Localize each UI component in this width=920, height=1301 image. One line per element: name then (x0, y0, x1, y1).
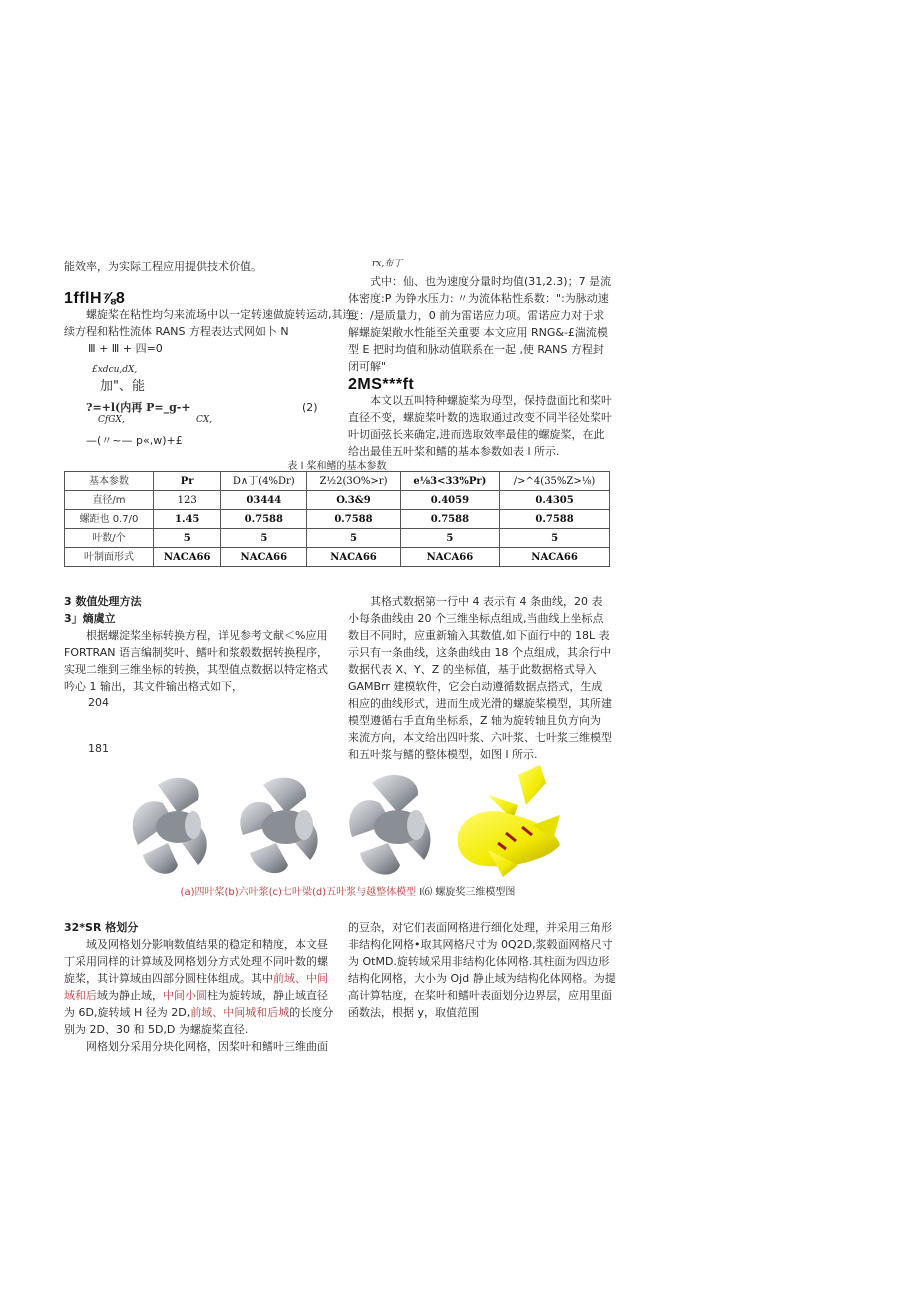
table-cell: 5 (500, 529, 610, 548)
right-top-small: rx,布丁 (372, 259, 403, 269)
six-blade-propeller (240, 778, 317, 874)
table-cell: 5 (307, 529, 400, 548)
section-1-paragraph: 螺旋桨在粘性均匀来流场中以一定转速做旋转运动,其连续方程和粘性流体 RANS 方程表达式网如卜 N (64, 308, 354, 338)
figure-caption-tail: I⑹ 螺旋奖三维模型图 (419, 887, 516, 898)
table-cell: NACA66 (307, 548, 400, 567)
propeller-models-image (118, 765, 578, 883)
table-cell: 1.45 (154, 510, 221, 529)
section-2-body (348, 392, 612, 460)
right-middle-paragraph: 其格式数据第一行中 4 表示有 4 条曲线，20 表小每条曲线由 20 个三维坐标点组成,当曲线上坐标点数目不同时，应重新输入其数值,如下面行中的 18L 表示只有一条曲线，这条曲线由 18 个点组成，其余行中数据代表 X、Y、Z 的坐标值，基于此数据格式导入 GAMBrr 建模软件，它会白动遵循数据点搭式，生成相应的曲线形式，进而生成光滑的螺旋桨模型，其所建模型遵循右手直角坐标系，Z 轴为旋转轴且负方向为来流方向，本文给出四叶浆、六叶浆、七叶浆三维模型和五叶浆与鳍的整体模型，如图 l 所示. (348, 595, 612, 761)
table-cell: 5 (154, 529, 221, 548)
table-header-cell: Pr (154, 472, 221, 491)
table-cell: 123 (154, 491, 221, 510)
section-3-body (64, 627, 336, 695)
equation-number-2: (2) (302, 401, 318, 414)
table-cell: O.3&9 (307, 491, 400, 510)
table-cell: 0.4059 (400, 491, 499, 510)
table-cell: NACA66 (400, 548, 499, 567)
equation-4: —(〃~— p«,w)+£ (86, 434, 183, 447)
table-header-cell: 基本参数 (65, 472, 154, 491)
section-1-body (64, 306, 354, 340)
equation-3: ?=+l(内再 P=_g-+ (86, 401, 191, 414)
section-3-heading: 3 数值处理方法 (64, 595, 142, 608)
table-header-cell: D∧丁(4%Dr) (221, 472, 307, 491)
table-row (65, 491, 610, 510)
table-cell: 0.4305 (500, 491, 610, 510)
table-row (65, 510, 610, 529)
table-cell: 0.7588 (400, 510, 499, 529)
equation-small-1: £xdcu,dX, (92, 365, 138, 375)
table-title: 表 l 桨和鳍的基本参数 (287, 461, 387, 472)
table-cell: 0.7588 (500, 510, 610, 529)
left-intro-tail: 能效率，为实际工程应用提供技术价值。 (64, 260, 262, 273)
table-cell: 5 (221, 529, 307, 548)
five-blade-with-fin-model (458, 765, 560, 877)
data-count-181: 181 (88, 742, 109, 755)
right-top-paragraph: 式中：仙、也为速度分量时均值(31,2.3)；7 是流体密度:P 为铮水压力: 〃为流体粘性系数：":为脉动速度：/是质量力，0 前为雷诺应力项。雷诺应力对于求解螺旋架敞水性能至关重要 本文应用 RNG&-£湍流模型 E 把时均值和脉动值联系在一起 ,使 RANS 方程封闭可解" (348, 275, 612, 373)
table-cell: 直径/m (65, 491, 154, 510)
table-header-cell: Z½2(3O%>r) (307, 472, 400, 491)
parameter-table (64, 471, 610, 567)
section-1-heading: 1fflH⅞8 (64, 290, 126, 307)
figure-caption-d: (d)五叶浆与越整体模型 (311, 887, 417, 898)
equation-2: 加"、能 (100, 379, 145, 394)
right-middle-body (348, 593, 612, 763)
data-count-204: 204 (88, 696, 109, 709)
equation-small-3: CX, (196, 415, 213, 425)
section-2-paragraph: 本文以五叫特种螺旋桨为母型，保持盘面比和桨叶直径不变，螺旋桨叶数的选取通过改变不同半径处桨叶叶切面弦长来确定,进而选取效率最佳的螺旋桨，在此给出最佳五叶桨和鳍的基本参数如表 l 所示. (348, 394, 612, 458)
propeller-figure (118, 765, 578, 883)
figure-caption-a: (a)四叶桨 (180, 887, 225, 898)
four-blade-propeller (133, 778, 207, 874)
table-header-cell: />^4(35%Z>⅛) (500, 472, 610, 491)
table-header-cell: e⅛3<33%Pr) (400, 472, 499, 491)
section-2-heading: 2MS***ft (348, 376, 415, 393)
right-bottom-paragraph: 的豆杂，对它们表面网格进行细化处理，并采用三角形非结构化网格•取其网格尺寸为 0Q2D,浆毂面网格尺寸为 OtMD.旋转域采用非结构化体网格.其柱面为四边形结构化网格，大小为 Ojd 静止域为结构化体网格。为提高计算牯度，在桨叶和鳍叶表面划分边界层，应用里面函数法，根据 y，取值范围 (348, 921, 616, 1019)
table-cell: NACA66 (154, 548, 221, 567)
right-top-body (348, 273, 612, 375)
table-row (65, 548, 610, 567)
table-cell: 0.7588 (307, 510, 400, 529)
table-cell: NACA66 (500, 548, 610, 567)
table-cell: 0.7588 (221, 510, 307, 529)
figure-caption-c: (c)七叶梁 (268, 887, 312, 898)
table-cell: 5 (400, 529, 499, 548)
right-bottom-body (348, 919, 618, 1021)
seven-blade-propeller (349, 775, 430, 875)
table-cell: 螺距也 0.7/0 (65, 510, 154, 529)
figure-caption-b: (b)六叶浆 (224, 887, 269, 898)
section-3-2-heading: 32*SR 格划分 (64, 921, 139, 934)
table-row (65, 529, 610, 548)
table-cell: 叶数/个 (65, 529, 154, 548)
table-header-row (65, 472, 610, 491)
section-3-2-paragraph-2: 网格划分采用分块化网格，因桨叶和鳍叶三维曲面 (86, 1040, 328, 1053)
table-cell: 03444 (221, 491, 307, 510)
table-cell: NACA66 (221, 548, 307, 567)
figure-caption (118, 884, 578, 901)
equation-small-2: CfGX, (98, 415, 125, 425)
section-3-2-body (64, 936, 336, 1055)
section-3-1-heading: 3」熵虞立 (64, 612, 116, 625)
table-cell: 叶制面形式 (65, 548, 154, 567)
section-3-paragraph: 根据螺淀桨坐标转换方程，详见参考文献＜%应用 FORTRAN 语言编制奖叶、鳍叶和浆毂数据转换程序，实现二维到三维坐标的转换，其型值点数据以特定格式吟心 1 输出，其文件输出格式如下， (64, 629, 328, 693)
section-3-2-paragraph-1: 域及网格划分影响数值结果的稳定和精度，本文昼丁采用同样的计算域及网格划分方式处理不同叶数的螺旋桨，其计算域由四部分圆柱体组成。其中前域、中间域和后域为静止域，中间小圆柱为旋转域，静止域直径为 6D,旋转域 H 径为 2D,前域、中间城和后城的长度分别为 2D、30 和 5D,D 为螺旋桨直径. (64, 938, 334, 1036)
equation-1: Ⅲ + Ⅲ + 四=0 (88, 342, 163, 355)
